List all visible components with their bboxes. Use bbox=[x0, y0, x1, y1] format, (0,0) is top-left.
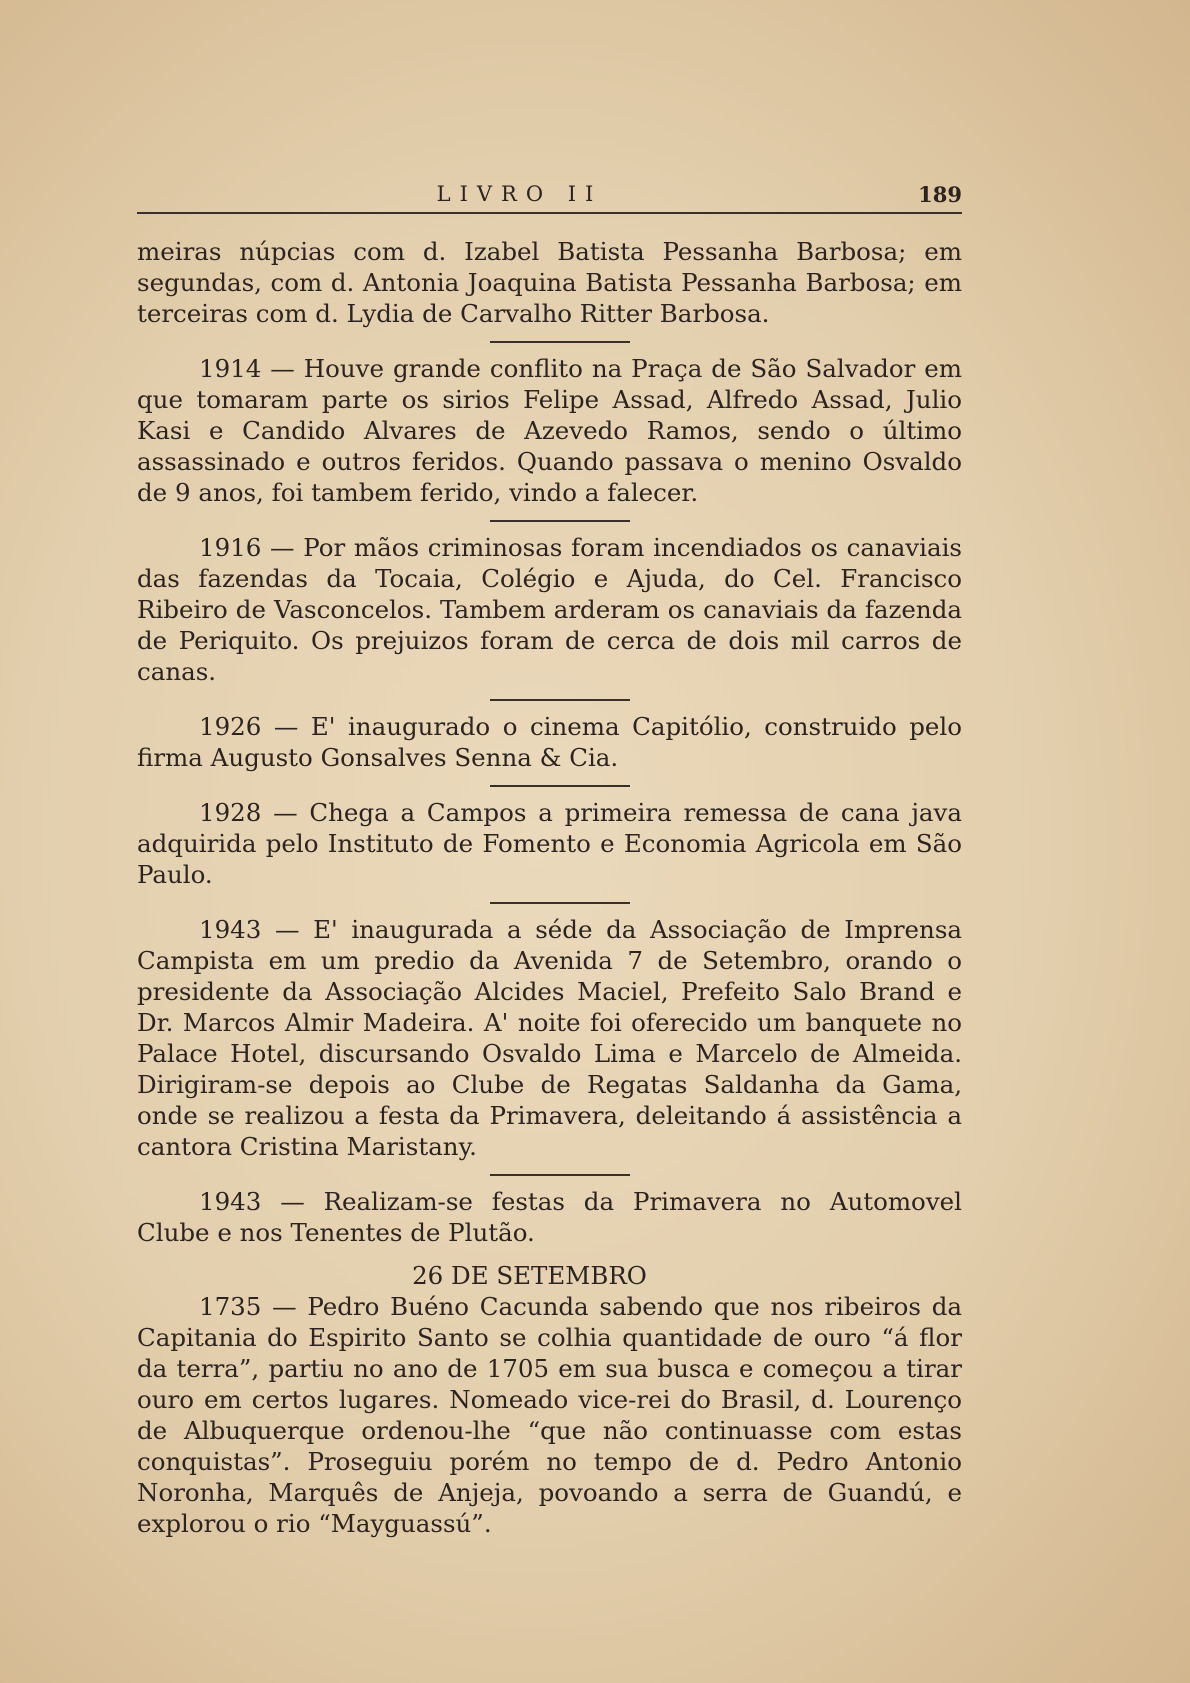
entry-1928: 1928 — Chega a Campos a primeira remessa de cana java adquirida pelo Instituto de Fomento e Economia Agricola em São Paulo. bbox=[137, 798, 962, 889]
continued-paragraph: meiras núpcias com d. Izabel Batista Pessanha Barbosa; em segundas, com d. Antonia Joaquina Batista Pessanha Barbosa; em terceiras com d. Lydia de Carvalho Ritter Barbosa. bbox=[137, 237, 962, 328]
page-body bbox=[137, 236, 962, 1539]
section-title: 26 DE SETEMBRO bbox=[412, 1261, 647, 1290]
entry-1916: 1916 — Por mãos criminosas foram incendiados os canaviais das fazendas da Tocaia, Colégio e Ajuda, do Cel. Francisco Ribeiro de Vasconcelos. Tambem arderam os canaviais da fazenda de Periquito. Os prejuizos foram de cerca de dois mil carros de canas. bbox=[137, 533, 962, 686]
page-number: 189 bbox=[918, 182, 962, 207]
entry-1914: 1914 — Houve grande conflito na Praça de São Salvador em que tomaram parte os sirios Felipe Assad, Alfredo Assad, Julio Kasi e Candido Alvares de Azevedo Ramos, sendo o último assassinado e outros feridos. Quando passava o menino Osvaldo de 9 anos, foi tambem ferido, vindo a falecer. bbox=[137, 354, 962, 507]
separator-rule bbox=[490, 902, 630, 904]
entry-1943-imprensa: 1943 — E' inaugurada a séde da Associação de Imprensa Campista em um predio da Avenida 7 de Setembro, orando o presidente da Associação Alcides Maciel, Prefeito Salo Brand e Dr. Marcos Almir Madeira. A' noite foi oferecido um banquete no Palace Hotel, discursando Osvaldo Lima e Marcelo de Almeida. Dirigiram-se depois ao Clube de Regatas Saldanha da Gama, onde se realizou a festa da Primavera, deleitando á assistência a cantora Cristina Maristany. bbox=[137, 915, 962, 1161]
entry-1926: 1926 — E' inaugurado o cinema Capitólio, construido pelo firma Augusto Gonsalves Senna & Cia. bbox=[137, 712, 962, 772]
page-header bbox=[137, 182, 962, 214]
running-title: LIVRO II bbox=[436, 182, 603, 206]
entry-1735: 1735 — Pedro Buéno Cacunda sabendo que nos ribeiros da Capitania do Espirito Santo se colhia quantidade de ouro “á flor da terra”, partiu no ano de 1705 em sua busca e começou a tirar ouro em certos lugares. Nomeado vice-rei do Brasil, d. Lourenço de Albuquerque ordenou-lhe “que não continuasse com estas conquistas”. Proseguiu porém no tempo de d. Pedro Antonio Noronha, Marquês de Anjeja, povoando a serra de Guandú, e explorou o rio “Mayguassú”. bbox=[137, 1292, 962, 1538]
entry-1943-primavera: 1943 — Realizam-se festas da Primavera no Automovel Clube e nos Tenentes de Plutão. bbox=[137, 1187, 962, 1247]
separator-rule bbox=[490, 699, 630, 701]
separator-rule bbox=[490, 520, 630, 522]
separator-rule bbox=[490, 341, 630, 343]
separator-rule bbox=[490, 785, 630, 787]
separator-rule bbox=[490, 1174, 630, 1176]
